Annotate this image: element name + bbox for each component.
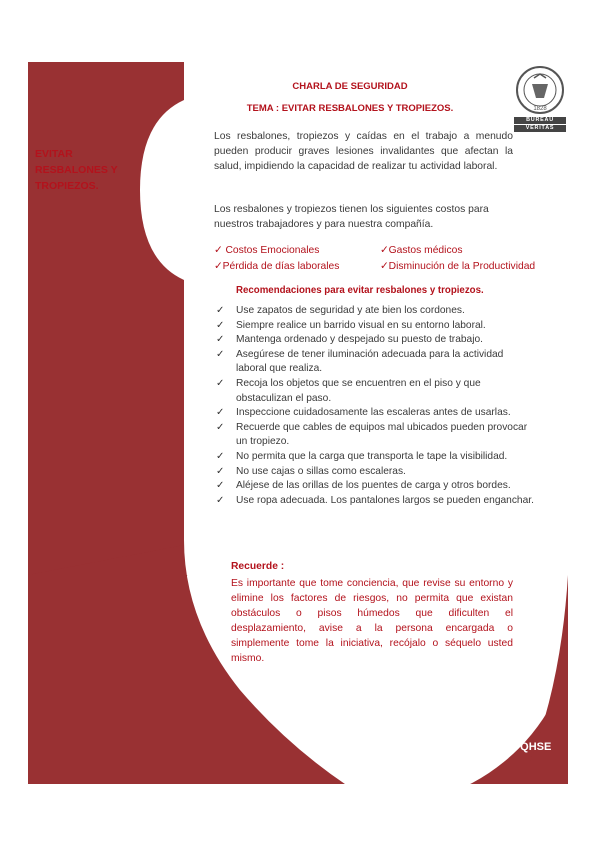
check-icon: ✓ [216,421,225,433]
list-item: ✓ Asegúrese de tener iluminación adecuada para la actividad laboral que realiza. [216,348,504,375]
costs-paragraph: Los resbalones y tropiezos tienen los siguientes costos para nuestros trabajadores y para nuestra compañía. [214,204,489,230]
list-item: ✓ Use zapatos de seguridad y ate bien los cordones. [216,304,536,319]
footer-gerencia: Gerencia QHSE [470,741,552,753]
list-item: ✓ Mantenga ordenado y despejado su puesto de trabajo. [216,333,536,348]
seal-icon [514,64,566,116]
list-item: ✓ No permita que la carga que transporta le tape la visibilidad. [216,450,536,465]
check-icon: ✓ [380,245,389,256]
check-icon: ✓ [214,245,226,256]
bureau-veritas-logo [514,64,566,130]
svg-text:1828: 1828 [533,106,547,112]
check-icon: ✓ [216,319,225,331]
check-icon: ✓ [216,348,225,360]
recuerde-body: Es importante que tome conciencia, que revise su entorno y elimine los factores de riesgos, no permita que existan obstáculos o pisos húmedos que dificulten el desplazamiento, avise a la persona encargada o simplemente tome la iniciativa, recójalo o séquelo usted mismo. [231,578,513,664]
cost-item: ✓ Costos Emocionales [214,245,320,256]
check-icon: ✓ [216,377,225,389]
check-icon: ✓ [216,305,225,316]
charla-title: CHARLA DE SEGURIDAD [292,81,408,92]
check-icon: ✓ [216,480,225,492]
side-title: EVITAR RESBALONES Y TROPIEZOS. [35,148,118,192]
recommendations-title: Recomendaciones para evitar resbalones y tropiezos. [236,285,484,296]
intro-paragraph: Los resbalones, tropiezos y caídas en el trabajo a menudo pueden producir graves lesiones invalidantes que afectan la salud, impidiendo la capacidad de realizar tu actividad laboral. [214,131,513,172]
check-icon: ✓ [216,494,225,506]
list-item: ✓ Siempre realice un barrido visual en su entorno laboral. [216,319,536,334]
list-item: ✓ Inspeccione cuidadosamente las escaleras antes de usarlas. [216,406,536,421]
check-icon: ✓ [214,261,223,272]
recommendations-list [216,304,536,508]
check-icon: ✓ [216,407,225,419]
check-icon: ✓ [216,334,225,346]
check-icon: ✓ [216,450,225,462]
cost-item: ✓Pérdida de días laborales [214,261,340,272]
check-icon: ✓ [216,465,225,477]
list-item: ✓ No use cajas o sillas como escaleras. [216,465,536,480]
logo-veritas-label: VERITAS [514,125,566,132]
check-icon: ✓ [380,261,389,272]
list-item: ✓ Recuerde que cables de equipos mal ubicados pueden provocar un tropiezo. [216,421,528,448]
logo-bureau-label: BUREAU [514,117,566,124]
tema-title: TEMA : EVITAR RESBALONES Y TROPIEZOS. [246,103,454,114]
list-item: ✓ Aléjese de las orillas de los puentes de carga y otros bordes. [216,479,536,494]
list-item: ✓ Recoja los objetos que se encuentren en el piso y que obstaculizan el paso. [216,377,481,404]
cost-item: ✓Disminución de la Productividad [380,261,536,272]
recuerde-title: Recuerde : [231,561,285,572]
list-item: ✓ Use ropa adecuada. Los pantalones largos se pueden enganchar. [216,494,536,509]
cost-item: ✓Gastos médicos [380,245,463,256]
